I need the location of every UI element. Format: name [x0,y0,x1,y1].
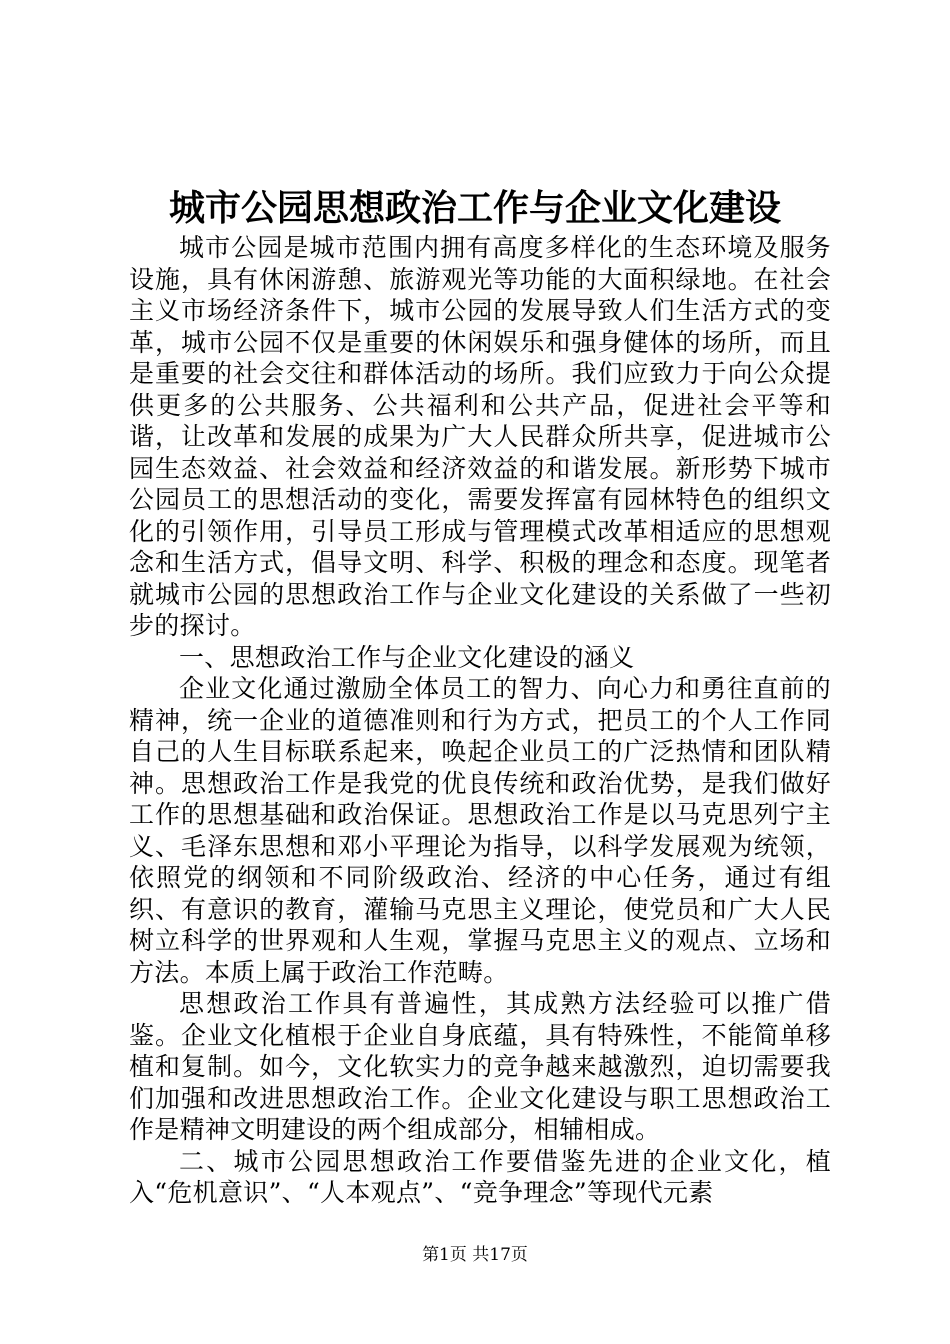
section-heading-1: 一、思想政治工作与企业文化建设的涵义 [179,642,635,672]
page-number-footer: 第1页 共17页 [422,1245,528,1265]
section-heading-2: 二、城市公园思想政治工作要借鉴先进的企业文化，植入“危机意识”、“人本观点”、“竞争理念”等现代元素 [129,1146,831,1207]
document-body [129,232,831,1209]
document-title: 城市公园思想政治工作与企业文化建设 [168,187,781,229]
paragraph-intro: 城市公园是城市范围内拥有高度多样化的生态环境及服务设施，具有休闲游憩、旅游观光等功能的大面积绿地。在社会主义市场经济条件下，城市公园的发展导致人们生活方式的变革，城市公园不仅是重要的休闲娱乐和强身健体的场所，而且是重要的社会交往和群体活动的场所。我们应致力于向公众提供更多的公共服务、公共福利和公共产品，促进社会平等和谐，让改革和发展的成果为广大人民群众所共享，促进城市公园生态效益、社会效益和经济效益的和谐发展。新形势下城市公园员工的思想活动的变化，需要发挥富有园林特色的组织文化的引领作用，引导员工形成与管理模式改革相适应的思想观念和生活方式，倡导文明、科学、积极的理念和态度。现笔者就城市公园的思想政治工作与企业文化建设的关系做了一些初步的探讨。 [129,233,831,640]
paragraph-universality: 思想政治工作具有普遍性，其成熟方法经验可以推广借鉴。企业文化植根于企业自身底蕴，具有特殊性，不能简单移植和复制。如今，文化软实力的竞争越来越激烈，迫切需要我们加强和改进思想政治工作。企业文化建设与职工思想政治工作是精神文明建设的两个组成部分，相辅相成。 [129,989,831,1144]
paragraph-enterprise-culture: 企业文化通过激励全体员工的智力、向心力和勇往直前的精神，统一企业的道德准则和行为方式，把员工的个人工作同自己的人生目标联系起来，唤起企业员工的广泛热情和团队精神。思想政治工作是我党的优良传统和政治优势，是我们做好工作的思想基础和政治保证。思想政治工作是以马克思列宁主义、毛泽东思想和邓小平理论为指导，以科学发展观为统领，依照党的纲领和不同阶级政治、经济的中心任务，通过有组织、有意识的教育，灌输马克思主义理论，使党员和广大人民树立科学的世界观和人生观，掌握马克思主义的观点、立场和方法。本质上属于政治工作范畴。 [129,674,831,987]
